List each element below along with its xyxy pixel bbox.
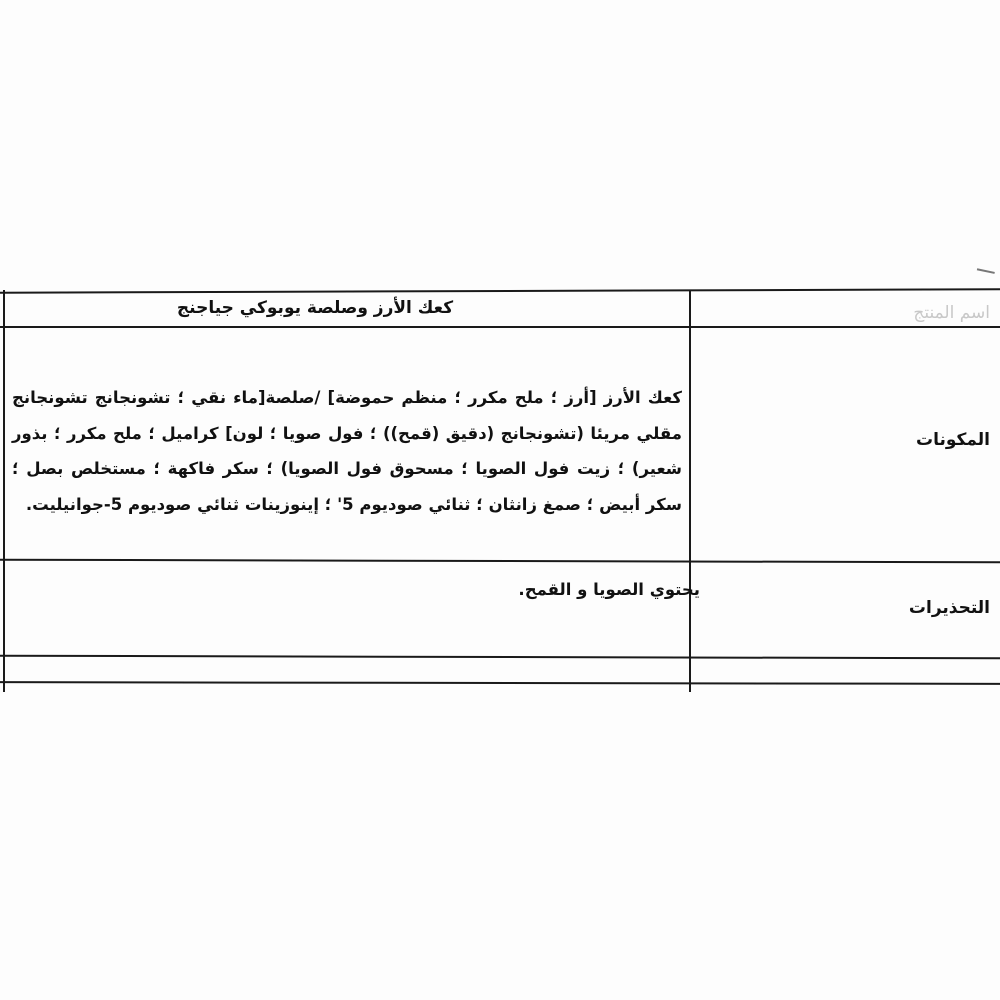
ingredients-label: المكونات — [915, 430, 990, 450]
row-divider-ingredients — [0, 559, 1000, 564]
product-name-label: اسم المنتج — [913, 303, 990, 323]
ingredients-value: كعك الأرز [أرز ؛ ملح مكرر ؛ منظم حموضة] /صلصة[ماء نقي ؛ تشونجانج تشونجانج مقلي مريئا (تشونجانج (دقيق (قمح)) ؛ فول صويا ؛ لون] كراميل ؛ ملح مكرر ؛ بذور شعير) ؛ زيت فول الصويا ؛ مسحوق فول الصويا) ؛ سكر فاكهة ؛ مستخلص بصل ؛ سكر أبيض ؛ صمغ زانثان ؛ ثنائي صوديوم 5' ؛ إينوزينات ثنائي صوديوم 5-جوانيليت. — [12, 388, 682, 514]
warnings-label: التحذيرات — [908, 598, 990, 618]
row-divider-warnings — [0, 655, 1000, 660]
product-name-value: كعك الأرز وصلصة يوبوكي جياجنج — [176, 298, 454, 318]
column-divider — [689, 290, 691, 692]
table-bottom-border — [0, 681, 1000, 685]
row-divider-name — [0, 326, 1000, 328]
table-left-border — [3, 290, 5, 692]
warnings-value: يحتوي الصويا و القمح. — [518, 580, 700, 599]
scan-corner-mark — [975, 268, 995, 282]
table-top-border — [0, 288, 1000, 293]
